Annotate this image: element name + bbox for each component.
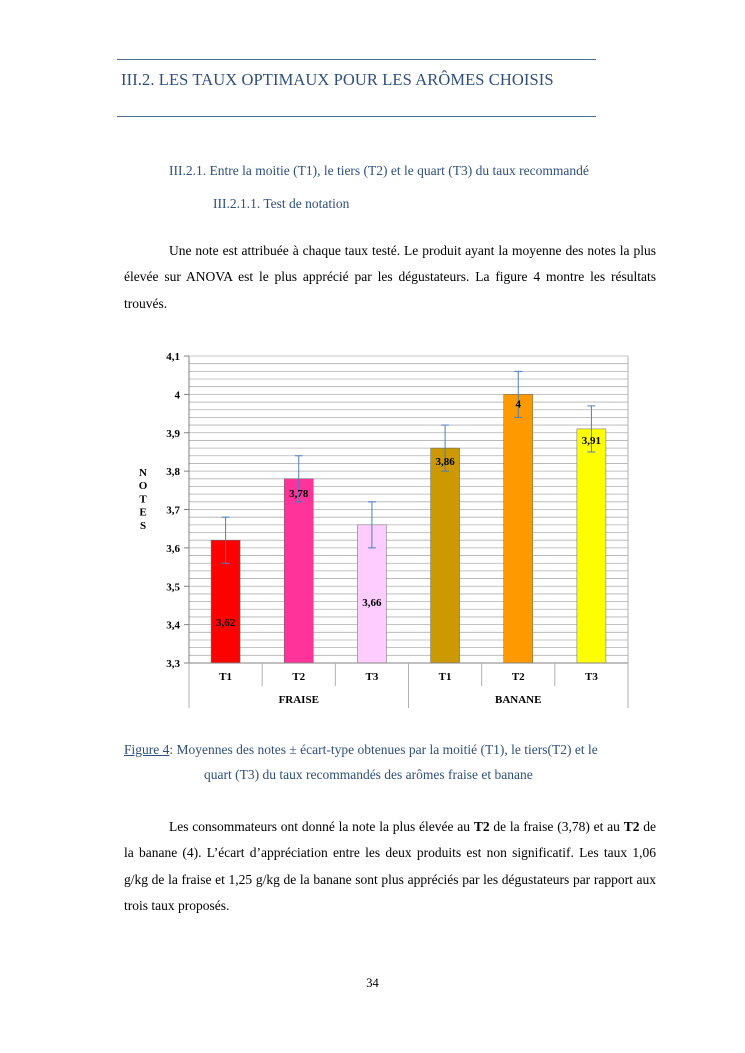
- y-tick-label: 3,7: [166, 504, 180, 517]
- conclusion-part-2: de la fraise (3,78) et au: [489, 819, 624, 834]
- x-category-label: T1: [219, 671, 233, 683]
- x-group-label: FRAISE: [278, 694, 319, 706]
- conclusion-part-1: Les consommateurs ont donné la note la plus élevée au: [169, 819, 474, 834]
- y-axis-label-letter: T: [139, 493, 147, 506]
- subsection-title: III.2.1. Entre la moitie (T1), le tiers (T2) et le quart (T3) du taux recommandé: [169, 163, 589, 178]
- bar: [504, 394, 533, 663]
- x-category-label: T2: [292, 671, 306, 683]
- y-axis-label-letter: N: [139, 467, 147, 479]
- y-tick-label: 3,4: [166, 619, 180, 632]
- y-tick-label: 4: [174, 389, 180, 402]
- y-axis-label-letter: O: [138, 480, 148, 493]
- y-tick-label: 3,6: [166, 542, 180, 555]
- bar-chart: [0, 330, 745, 720]
- value-label: 4: [515, 398, 521, 411]
- y-tick-label: 3,5: [166, 581, 180, 594]
- value-label: 3,91: [581, 434, 602, 447]
- section-heading: III.2. LES TAUX OPTIMAUX POUR LES ARÔMES CHOISIS: [121, 70, 554, 89]
- value-label: 3,62: [215, 617, 236, 630]
- value-label: 3,86: [435, 456, 455, 469]
- conclusion-paragraph: [124, 814, 656, 919]
- caption-text-1: : Moyennes des notes ± écart-type obtenues par la moitié (T1), le tiers(T2) et le: [169, 742, 598, 757]
- conclusion-text: [124, 814, 656, 919]
- figure-link[interactable]: Figure 4: [124, 742, 170, 757]
- y-tick-label: 4,1: [166, 351, 180, 363]
- x-group-label: BANANE: [495, 694, 542, 706]
- conclusion-bold-2: T2: [623, 819, 640, 834]
- y-tick-label: 3,8: [166, 466, 180, 479]
- heading-bottom-rule: [117, 116, 596, 117]
- y-tick-label: 3,3: [166, 658, 180, 670]
- bar: [431, 448, 460, 663]
- page-number: 34: [366, 976, 379, 990]
- caption-text-2: quart (T3) du taux recommandés des arômes fraise et banane: [204, 767, 533, 782]
- y-axis-label-letter: E: [139, 506, 147, 519]
- intro-paragraph: [124, 238, 656, 317]
- bar: [577, 429, 606, 663]
- x-category-label: T1: [438, 671, 452, 683]
- x-category-label: T3: [584, 671, 598, 683]
- conclusion-part-3: de la banane (4). L’écart d’appréciation entre les deux produits est non significatif. Les taux 1,06 g/kg de la fraise et 1,25 g/kg de la banane sont plus appréciés par les dégustateurs par rapport aux trois taux proposés.: [124, 819, 656, 913]
- value-label: 3,66: [362, 596, 382, 609]
- subsubsection-title: III.2.1.1. Test de notation: [213, 196, 350, 211]
- figure-caption: [124, 737, 664, 787]
- y-tick-label: 3,9: [166, 427, 180, 440]
- value-label: 3,78: [289, 487, 309, 500]
- intro-paragraph-text: Une note est attribuée à chaque taux testé. Le produit ayant la moyenne des notes la plus élevée sur ANOVA est le plus apprécié par les dégustateurs. La figure 4 montre les résultats trouvés.: [124, 243, 656, 311]
- x-category-label: T3: [365, 671, 379, 683]
- heading-top-rule: [117, 59, 596, 60]
- conclusion-bold-1: T2: [473, 819, 490, 834]
- bar: [284, 479, 313, 663]
- y-axis-label-letter: S: [139, 519, 147, 532]
- x-category-label: T2: [511, 671, 525, 683]
